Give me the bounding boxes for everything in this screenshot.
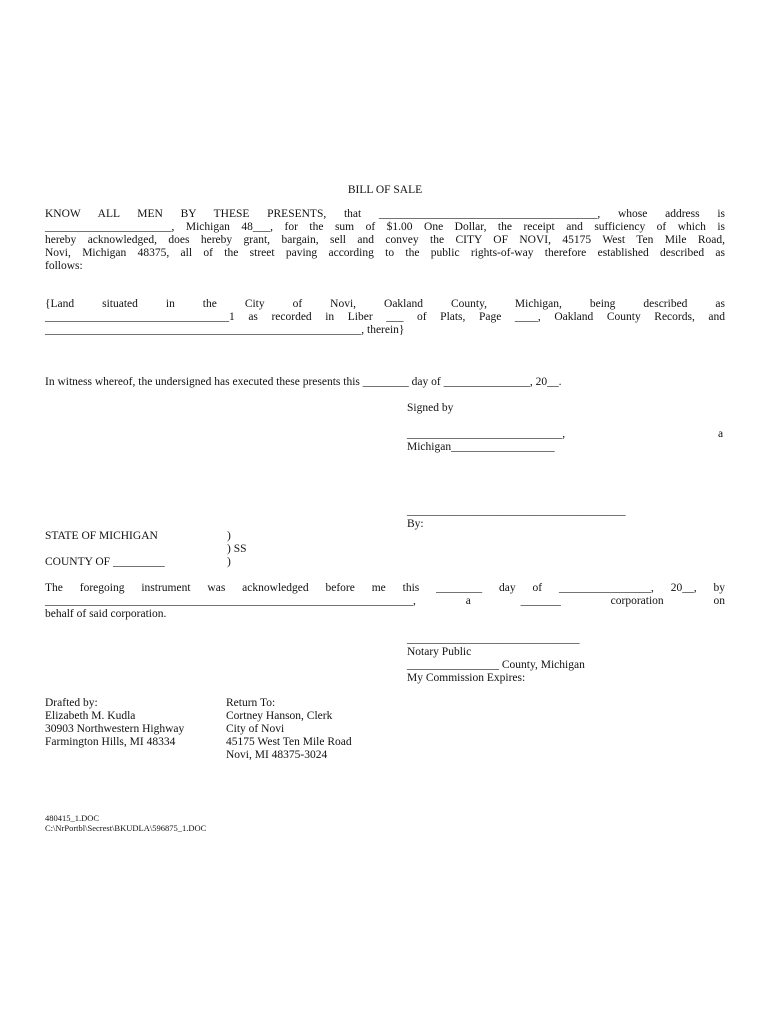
intro-line-4: Novi, Michigan 48375, all of the street paving according to the public rights-of-way therefore established described as xyxy=(45,247,725,259)
signature-line-article: a xyxy=(718,428,724,440)
signature-line-by: ______________________________________ xyxy=(407,505,626,517)
footer-doc-path: C:\NrPortbl\Secrest\BKUDLA\596875_1.DOC xyxy=(45,823,207,833)
ack-line-3: behalf of said corporation. xyxy=(45,608,167,620)
drafted-by-name: Elizabeth M. Kudla xyxy=(45,710,136,722)
footer-doc-id: 480415_1.DOC xyxy=(45,813,100,823)
paren-1: ) xyxy=(227,530,231,542)
drafted-by-label: Drafted by: xyxy=(45,697,98,709)
notary-signature-line: ______________________________ xyxy=(407,633,580,645)
notary-public-label: Notary Public xyxy=(407,646,472,658)
land-line-3: _______________________________________________________, therein} xyxy=(45,324,405,336)
intro-line-3: hereby acknowledged, does hereby grant, bargain, sell and convey the CITY OF NOVI, 45175 West Ten Mile Road, xyxy=(45,234,725,246)
signature-line-michigan: Michigan__________________ xyxy=(407,441,555,453)
signature-line-name: ___________________________, xyxy=(407,428,566,440)
drafted-by-city: Farmington Hills, MI 48334 xyxy=(45,736,176,748)
return-to-label: Return To: xyxy=(226,697,276,709)
county-label: COUNTY OF _________ xyxy=(45,556,165,568)
paren-3: ) xyxy=(227,556,231,568)
ack-line-1: The foregoing instrument was acknowledged before me this ________ day of ________________, 20__, by xyxy=(45,582,725,594)
return-to-org: City of Novi xyxy=(226,723,285,735)
document-title: BILL OF SALE xyxy=(347,184,423,196)
intro-line-2: ______________________, Michigan 48___, for the sum of $1.00 One Dollar, the receipt and sufficiency of which is xyxy=(45,221,725,233)
signed-by-label: Signed by xyxy=(407,402,454,414)
witness-clause: In witness whereof, the undersigned has executed these presents this ________ day of _______________, 20__. xyxy=(45,376,562,388)
paren-ss: ) SS xyxy=(227,543,247,555)
drafted-by-street: 30903 Northwestern Highway xyxy=(45,723,185,735)
return-to-name: Cortney Hanson, Clerk xyxy=(226,710,333,722)
intro-line-1: KNOW ALL MEN BY THESE PRESENTS, that ______________________________________, whose address is xyxy=(45,208,725,220)
by-label: By: xyxy=(407,518,424,530)
state-label: STATE OF MICHIGAN xyxy=(45,530,158,542)
notary-commission: My Commission Expires: xyxy=(407,672,526,684)
intro-line-5: follows: xyxy=(45,260,83,272)
land-line-2: ________________________________1 as recorded in Liber ___ of Plats, Page ____, Oakland County Records, and xyxy=(45,311,725,323)
return-to-street: 45175 West Ten Mile Road xyxy=(226,736,352,748)
return-to-city: Novi, MI 48375-3024 xyxy=(226,749,328,761)
land-line-1: {Land situated in the City of Novi, Oakland County, Michigan, being described as xyxy=(45,298,725,310)
notary-county: ________________ County, Michigan xyxy=(407,659,585,671)
ack-line-2: ________________________________________________________________, a _______ corporation on xyxy=(45,595,725,607)
